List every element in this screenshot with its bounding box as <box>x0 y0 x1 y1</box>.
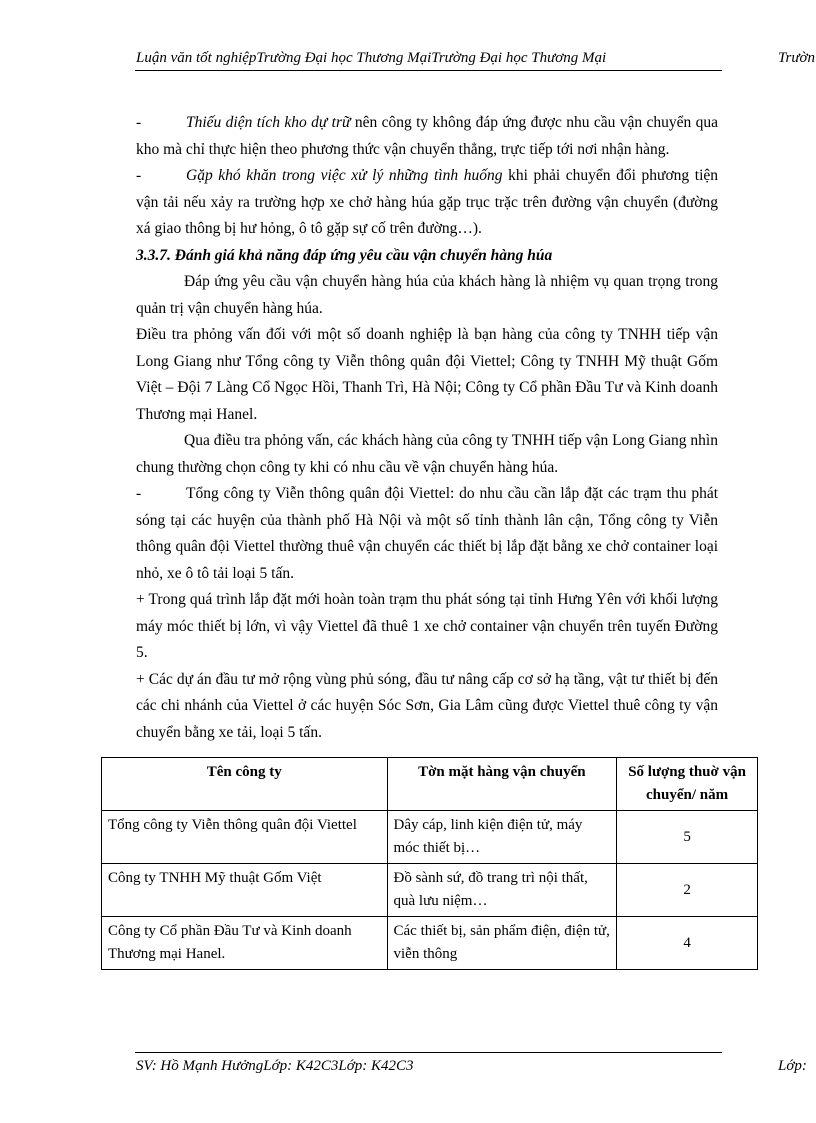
bullet-dash: - <box>136 485 142 502</box>
paragraph-intro: Đáp ứng yêu cầu vận chuyển hàng húa của khách hàng là nhiệm vụ quan trọng trong quản trị vận chuyển hàng húa. <box>136 273 718 317</box>
footer-divider <box>135 1052 722 1053</box>
paragraph-storage-shortage <box>136 110 718 163</box>
table-row <box>102 811 758 864</box>
paragraph-text: khi phải chuyển đổi phương tiện vận tải nếu xảy ra trường hợp xe chở hàng húa gặp trục trặc trên đường vận chuyển (đường xá giao thông bị hư hỏng, ô tô gặp sự cố trên đường…). <box>136 167 719 237</box>
bullet-dash: - <box>136 114 142 131</box>
column-header-company: Tên công ty <box>102 758 388 811</box>
cell-goods: Đồ sành sứ, đồ trang trì nội thất, quà lưu niệm… <box>387 864 617 917</box>
column-header-goods: Tờn mặt hàng vận chuyển <box>387 758 617 811</box>
page-header-overflow: Trườn <box>778 50 816 66</box>
cell-count: 2 <box>617 864 758 917</box>
table-row <box>102 917 758 970</box>
cell-company: Tổng công ty Viễn thông quân đội Viettel <box>102 811 388 864</box>
paragraph-viettel <box>136 481 718 587</box>
page-footer-overflow: Lớp: <box>778 1058 807 1074</box>
emphasis-text: Gặp khó khăn trong việc xử lý những tình huống <box>186 167 503 184</box>
section-heading: 3.3.7. Đánh giá khả năng đáp ứng yêu cầu vận chuyển hàng húa <box>136 246 553 264</box>
cell-count: 5 <box>617 811 758 864</box>
paragraph-survey-result: Qua điều tra phỏng vấn, các khách hàng của công ty TNHH tiếp vận Long Giang nhìn chung thường chọn công ty khi có nhu cầu về vận chuyển hàng húa. <box>136 432 718 476</box>
paragraph-situation-handling <box>136 163 718 243</box>
emphasis-text: Thiếu diện tích kho dự trữ <box>186 114 351 131</box>
cell-goods: Dây cáp, linh kiện điện tử, máy móc thiết bị… <box>387 811 617 864</box>
column-header-count: Số lượng thuờ vận chuyển/ năm <box>617 758 758 811</box>
paragraph-projects: + Các dự án đầu tư mở rộng vùng phủ sóng, đầu tư nâng cấp cơ sở hạ tầng, vật tư thiết bị đến các chi nhánh của Viettel ở các huyện Sóc Sơn, Gia Lâm cũng được Viettel thuê công ty vận chuyển bằng xe tải, loại 5 tấn. <box>136 670 718 741</box>
page-header: Luận văn tốt nghiệpTrường Đại học Thương MạiTrường Đại học Thương Mại <box>136 50 607 66</box>
table-header-row <box>102 758 758 811</box>
document-body <box>136 110 718 746</box>
cell-goods: Các thiết bị, sản phẩm điện, điện tử, viễn thông <box>387 917 617 970</box>
customer-table <box>101 757 758 970</box>
cell-count: 4 <box>617 917 758 970</box>
paragraph-text: Tổng công ty Viễn thông quân đội Viettel: do nhu cầu cần lắp đặt các trạm thu phát sóng tại các huyện của thành phố Hà Nội và một số tỉnh thành lân cận, Tổng công ty Viễn thông quân đội Viettel thường thuê vận chuyển các thiết bị lắp đặt bằng xe chở container loại nhỏ, xe ô tô tải loại 5 tấn. <box>136 485 718 582</box>
bullet-dash: - <box>136 167 142 184</box>
table-row <box>102 864 758 917</box>
cell-company: Công ty Cổ phần Đầu Tư và Kinh doanh Thương mại Hanel. <box>102 917 388 970</box>
header-divider <box>135 70 722 71</box>
paragraph-survey: Điều tra phỏng vấn đối với một số doanh nghiệp là bạn hàng của công ty TNHH tiếp vận Long Giang như Tổng công ty Viễn thông quân đội Viettel; Công ty TNHH Mỹ thuật Gốm Việt – Đội 7 Làng Cổ Ngọc Hồi, Thanh Trì, Hà Nội; Công ty Cổ phần Đầu Tư và Kinh doanh Thương mại Hanel. <box>136 326 718 423</box>
cell-company: Công ty TNHH Mỹ thuật Gốm Việt <box>102 864 388 917</box>
page-footer: SV: Hồ Mạnh HưởngLớp: K42C3Lớp: K42C3 <box>136 1058 414 1074</box>
paragraph-text: nên công ty không đáp ứng được nhu cầu vận chuyển qua kho mà chỉ thực hiện theo phương thức vận chuyển thẳng, trực tiếp tới nơi nhận hàng. <box>136 114 718 158</box>
paragraph-hung-yen: + Trong quá trình lắp đặt mới hoàn toàn trạm thu phát sóng tại tỉnh Hưng Yên với khối lượng máy móc thiết bị lớn, vì vậy Viettel đã thuê 1 xe chở container vận chuyển trên tuyến Đường 5. <box>136 591 718 661</box>
